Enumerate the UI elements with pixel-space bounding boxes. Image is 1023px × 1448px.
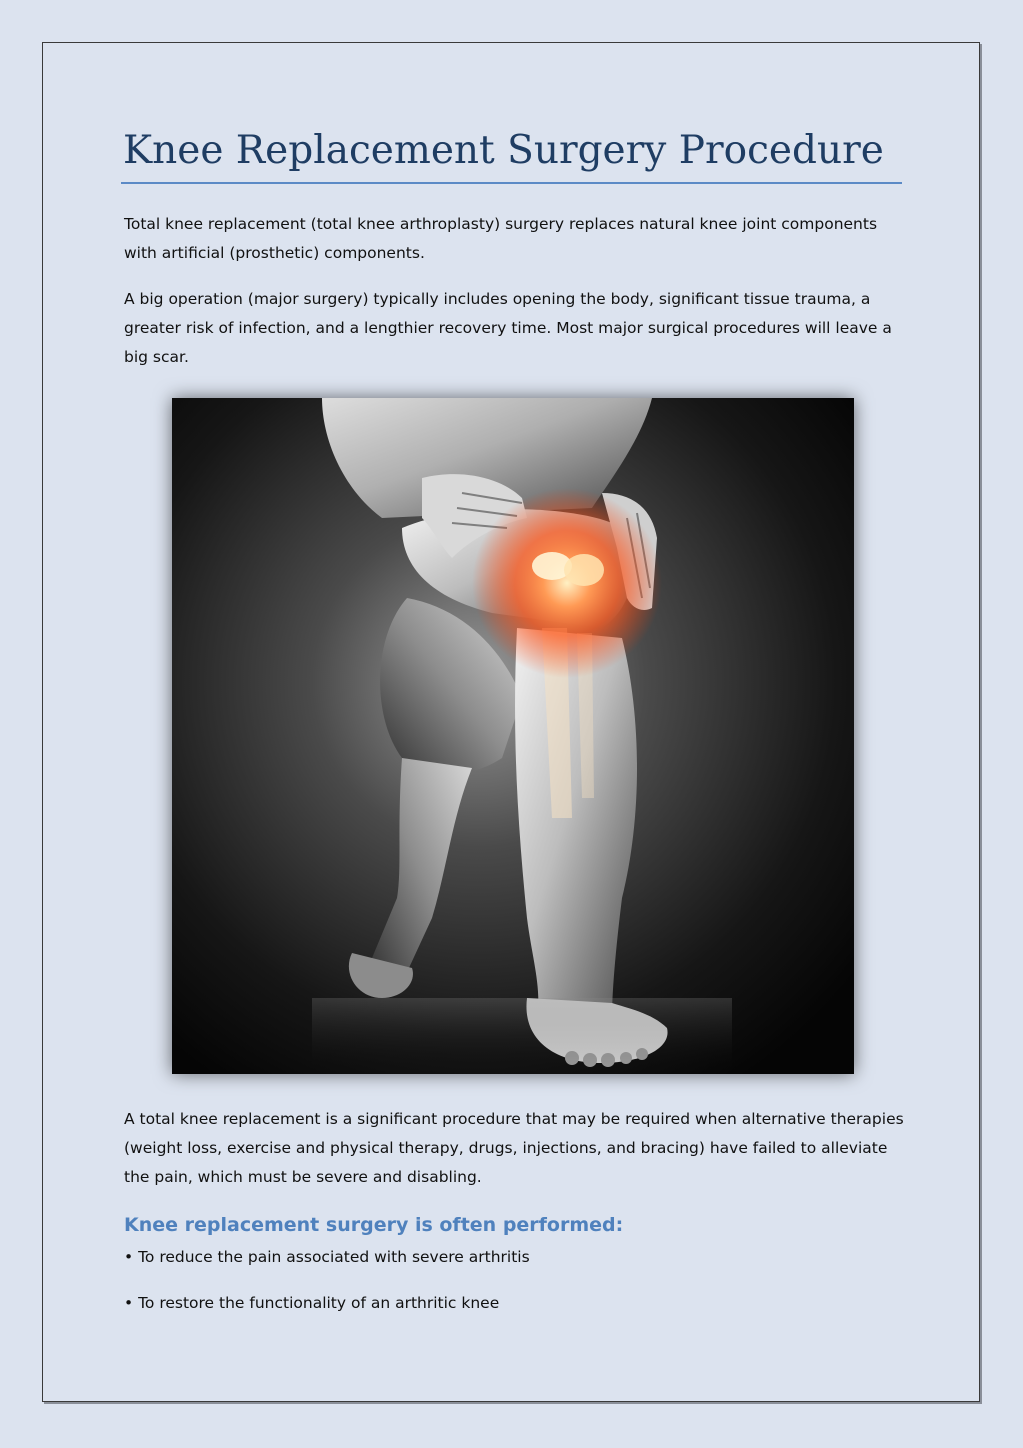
bullet-item: • To restore the functionality of an arthritic knee [124, 1294, 500, 1312]
major-surgery-paragraph: A big operation (major surgery) typically includes opening the body, significant tissue trauma, a greater risk of infection, and a lengthier recovery time. Most major surgical procedures will leave a big scar. [124, 290, 892, 366]
knee-pain-illustration [172, 398, 854, 1074]
procedure-requirement-paragraph: A total knee replacement is a significant procedure that may be required when alternative therapies (weight loss, exercise and physical therapy, drugs, injections, and bracing) have failed to alleviate the pain, which must be severe and disabling. [124, 1110, 904, 1186]
title-underline [121, 182, 902, 184]
section-heading: Knee replacement surgery is often performed: [124, 1214, 624, 1236]
bullet-item: • To reduce the pain associated with severe arthritis [124, 1248, 530, 1266]
intro-paragraph: Total knee replacement (total knee arthroplasty) surgery replaces natural knee joint components with artificial (prosthetic) components. [124, 215, 878, 262]
page-title: Knee Replacement Surgery Procedure [123, 128, 884, 173]
